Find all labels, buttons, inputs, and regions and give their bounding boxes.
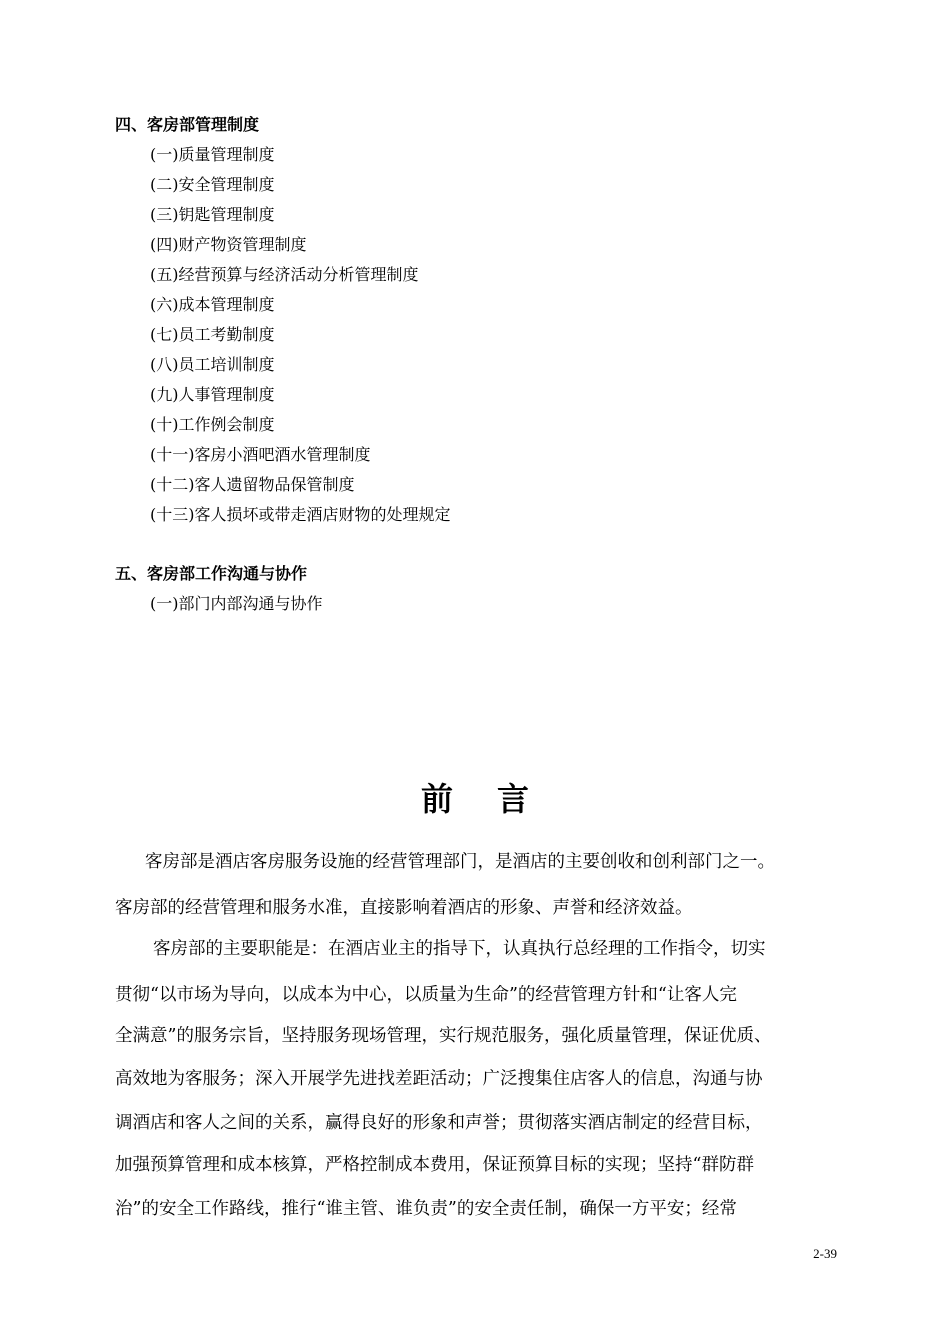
paragraph-line: 客房部是酒店客房服务设施的经营管理部门，是酒店的主要创收和创利部门之一。 [145,852,775,872]
toc-item: (九)人事管理制度 [150,385,275,404]
paragraph-line: 全满意”的服务宗旨，坚持服务现场管理，实行规范服务，强化质量管理，保证优质、 [115,1026,772,1046]
toc-item: (六)成本管理制度 [150,295,275,314]
toc-item: (四)财产物资管理制度 [150,235,307,254]
toc-item: (七)员工考勤制度 [150,325,275,344]
paragraph-line: 客房部的经营管理和服务水准，直接影响着酒店的形象、声誉和经济效益。 [115,898,693,918]
preface-title: 前言 [420,780,573,818]
page-number: 2-39 [813,1246,837,1261]
toc-item: (八)员工培训制度 [150,355,275,374]
toc-item: (一)部门内部沟通与协作 [150,594,323,613]
paragraph-line: 调酒店和客人之间的关系，赢得良好的形象和声誉；贯彻落实酒店制定的经营目标， [115,1113,763,1133]
toc-item: (十二)客人遗留物品保管制度 [150,475,355,494]
section-heading-4: 四、客房部管理制度 [115,115,260,134]
toc-item: (一)质量管理制度 [150,145,275,164]
section-heading-5: 五、客房部工作沟通与协作 [115,564,308,583]
paragraph-line: 高效地为客服务；深入开展学先进找差距活动；广泛搜集住店客人的信息，沟通与协 [115,1069,763,1089]
paragraph-line: 贯彻“以市场为导向，以成本为中心，以质量为生命”的经营管理方针和“让客人完 [115,985,737,1005]
toc-item: (十一)客房小酒吧酒水管理制度 [150,445,371,464]
toc-item: (十三)客人损坏或带走酒店财物的处理规定 [150,505,451,524]
toc-item: (三)钥匙管理制度 [150,205,275,224]
paragraph-line: 加强预算管理和成本核算，严格控制成本费用，保证预算目标的实现；坚持“群防群 [115,1155,754,1175]
paragraph-line: 客房部的主要职能是：在酒店业主的指导下，认真执行总经理的工作指令，切实 [153,939,766,959]
toc-item: (五)经营预算与经济活动分析管理制度 [150,265,419,284]
toc-item: (十)工作例会制度 [150,415,275,434]
toc-item: (二)安全管理制度 [150,175,275,194]
paragraph-line: 治”的安全工作路线，推行“谁主管、谁负责”的安全责任制，确保一方平安；经常 [115,1199,737,1219]
